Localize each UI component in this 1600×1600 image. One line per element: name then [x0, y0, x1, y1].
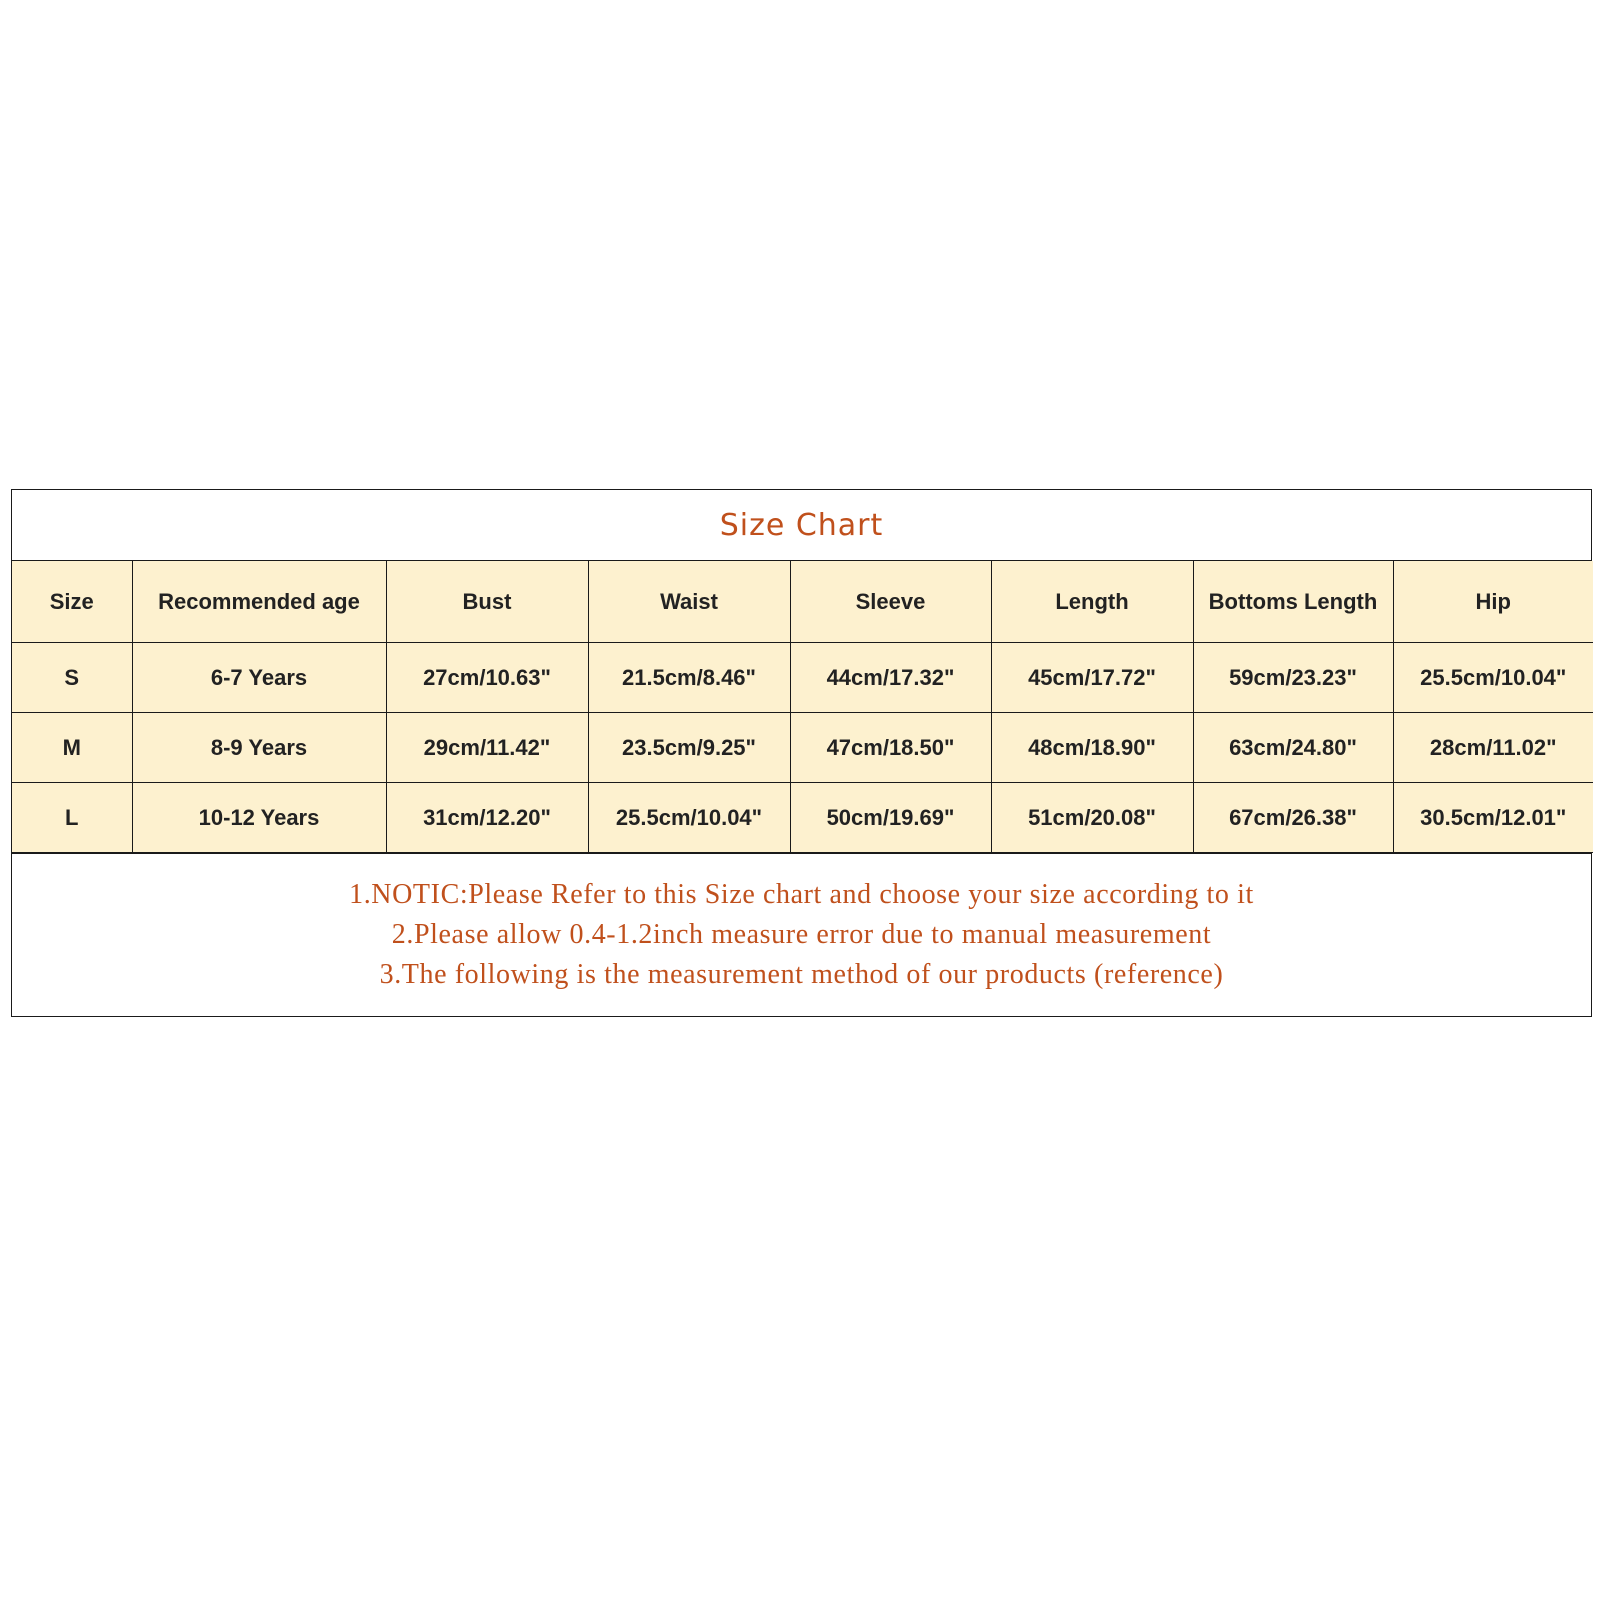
notes-section — [12, 853, 1591, 1015]
title-row — [12, 490, 1591, 561]
table-cell-age: 6-7 Years — [132, 643, 386, 713]
table-cell-age: 10-12 Years — [132, 783, 386, 853]
table-cell-hip: 28cm/11.02" — [1393, 713, 1593, 783]
header-cell-waist: Waist — [588, 561, 790, 643]
table-row — [12, 783, 1593, 853]
table-cell-bust: 27cm/10.63" — [386, 643, 588, 713]
table-cell-age: 8-9 Years — [132, 713, 386, 783]
table-cell-hip: 30.5cm/12.01" — [1393, 783, 1593, 853]
size-chart-frame — [11, 489, 1592, 1017]
table-cell-sleeve: 44cm/17.32" — [790, 643, 991, 713]
table-cell-waist: 23.5cm/9.25" — [588, 713, 790, 783]
header-cell-hip: Hip — [1393, 561, 1593, 643]
table-cell-length: 48cm/18.90" — [991, 713, 1193, 783]
table-cell-bust: 29cm/11.42" — [386, 713, 588, 783]
table-row — [12, 713, 1593, 783]
table-cell-bottoms-length: 67cm/26.38" — [1193, 783, 1393, 853]
table-cell-waist: 21.5cm/8.46" — [588, 643, 790, 713]
header-cell-bottoms-length: Bottoms Length — [1193, 561, 1393, 643]
table-cell-size: L — [12, 783, 132, 853]
header-cell-size: Size — [12, 561, 132, 643]
header-cell-recommended-age: Recommended age — [132, 561, 386, 643]
table-cell-bottoms-length: 59cm/23.23" — [1193, 643, 1393, 713]
note-line: 2.Please allow 0.4-1.2inch measure error due to manual measurement — [391, 918, 1212, 950]
header-cell-length: Length — [991, 561, 1193, 643]
header-cell-sleeve: Sleeve — [790, 561, 991, 643]
table-cell-bust: 31cm/12.20" — [386, 783, 588, 853]
table-cell-bottoms-length: 63cm/24.80" — [1193, 713, 1393, 783]
table-cell-hip: 25.5cm/10.04" — [1393, 643, 1593, 713]
table-row — [12, 643, 1593, 713]
table-cell-sleeve: 50cm/19.69" — [790, 783, 991, 853]
note-line: 1.NOTIC:Please Refer to this Size chart and choose your size according to it — [349, 878, 1254, 910]
note-line: 3.The following is the measurement method of our products (reference) — [379, 958, 1224, 990]
table-cell-size: S — [12, 643, 132, 713]
table-cell-length: 45cm/17.72" — [991, 643, 1193, 713]
size-table — [12, 561, 1593, 853]
table-cell-sleeve: 47cm/18.50" — [790, 713, 991, 783]
table-cell-size: M — [12, 713, 132, 783]
table-cell-length: 51cm/20.08" — [991, 783, 1193, 853]
table-header-row — [12, 561, 1593, 643]
header-cell-bust: Bust — [386, 561, 588, 643]
chart-title: Size Chart — [719, 507, 884, 543]
table-cell-waist: 25.5cm/10.04" — [588, 783, 790, 853]
